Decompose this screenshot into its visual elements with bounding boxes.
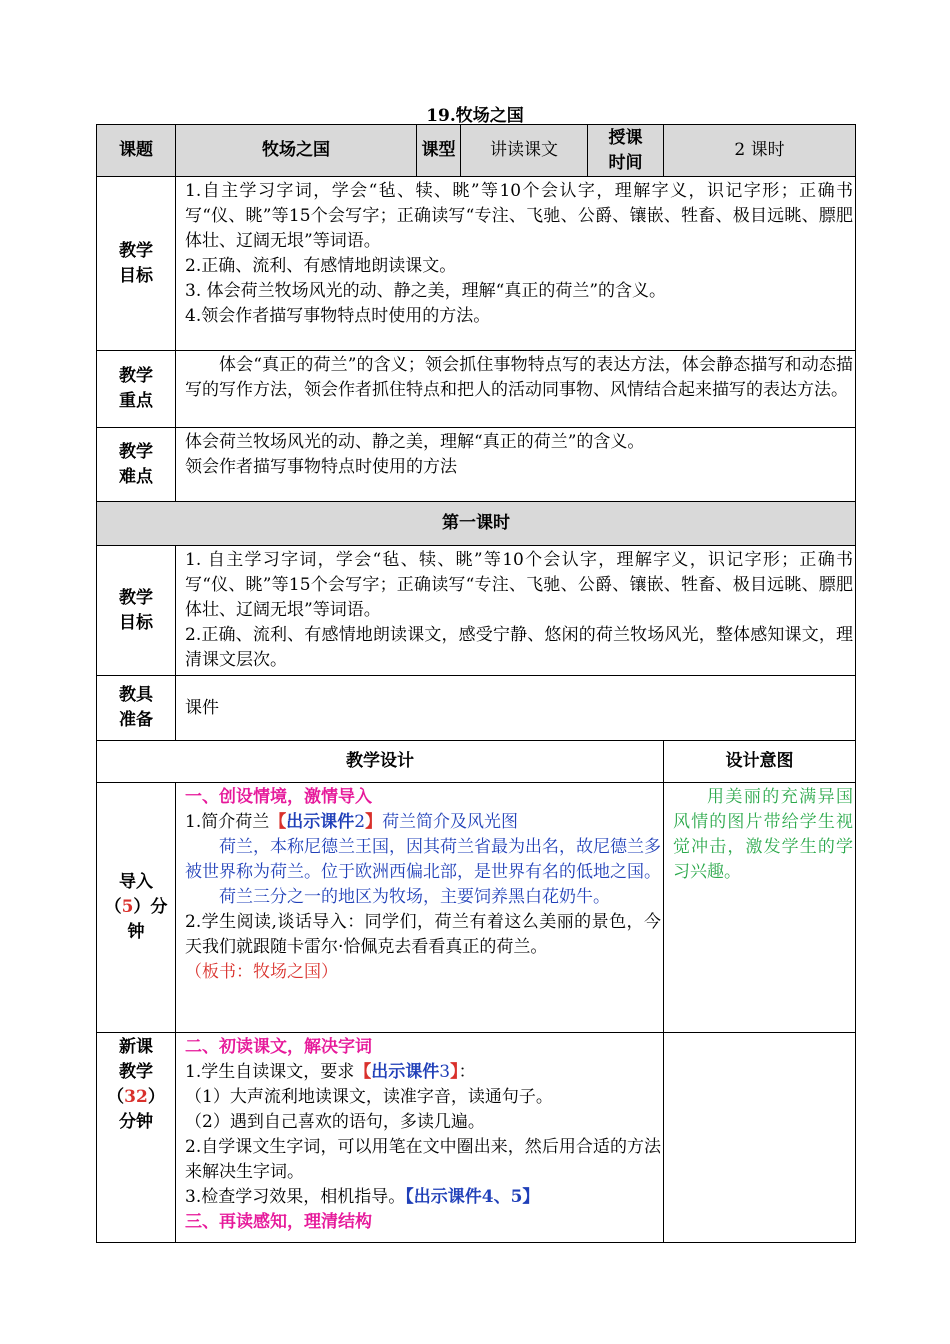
new-lesson-label-line-2: 教学	[119, 1062, 153, 1082]
intro-para-1: 荷兰，本称尼德兰王国，因其荷兰省最为出名，故尼德兰多被世界称为荷兰。位于欧洲西偏北部，是世界有名的低地之国。	[185, 837, 661, 882]
difficulty-item: 领会作者描写事物特点时使用的方法	[185, 457, 457, 477]
courseware-tag: 出示课件	[286, 812, 355, 832]
design-header-row	[97, 741, 856, 783]
tools-label-line-2: 准备	[119, 710, 153, 730]
document-title: 19.牧场之国	[426, 106, 524, 126]
new-lesson-paren-close: ）	[147, 1087, 165, 1107]
intro-label	[97, 783, 176, 1033]
courseware-number: 3	[439, 1062, 451, 1082]
key-points-row	[97, 351, 856, 428]
lesson-plan-table	[96, 124, 856, 1243]
first-lesson-title: 第一课时	[97, 502, 856, 546]
time-label-line-2: 时间	[608, 152, 643, 173]
tools-row	[97, 676, 856, 741]
goal-item: 4.领会作者描写事物特点时使用的方法。	[185, 306, 491, 326]
key-points-label-line-2: 重点	[119, 391, 153, 411]
lesson-goals-content	[176, 546, 856, 676]
new-lesson-sub-2: （2）遇到自己喜欢的语句，多读几遍。	[185, 1112, 485, 1132]
time-label-line-1: 授课	[608, 127, 643, 148]
time-label	[588, 125, 664, 177]
key-points-label	[97, 351, 176, 428]
courseware-tag-open: 【	[269, 812, 287, 832]
lesson-goals-label-line-2: 目标	[119, 612, 153, 633]
new-lesson-heading-1: 二、初读课文，解决字词	[185, 1037, 372, 1057]
new-lesson-row	[97, 1033, 856, 1243]
intro-paren: （	[104, 897, 122, 917]
lesson-goals-row	[97, 546, 856, 676]
tools-value: 课件	[176, 676, 856, 741]
key-points-text: 体会“真正的荷兰”的含义；领会抓住事物特点写的表达方法，体会静态描写和动态描写的写作方法，领会作者抓住特点和把人的活动同事物、风情结合起来描写的表达方法。	[185, 355, 854, 400]
lesson-goals-label	[97, 546, 176, 676]
intro-row	[97, 783, 856, 1033]
time-value: 2 课时	[664, 125, 856, 177]
intro-content	[176, 783, 664, 1033]
goals-row	[97, 177, 856, 351]
header-row	[97, 125, 856, 177]
intro-board: （板书：牧场之国）	[185, 962, 338, 982]
new-lesson-paren-open: （	[107, 1087, 125, 1107]
design-header: 教学设计	[97, 741, 664, 783]
goal-item: 1.自主学习字词，学会“毡、犊、眺”等10个会认字，理解字义，识记字形；正确书写“仪、眺”等15个会写字；正确读写“专注、飞驰、公爵、镶嵌、牲畜、极目远眺、膘肥体壮、辽阔无垠”等词语。	[185, 181, 854, 251]
tools-label-line-1: 教具	[119, 685, 153, 705]
goals-label	[97, 177, 176, 351]
key-points-label-line-1: 教学	[119, 366, 153, 386]
difficulties-content	[176, 428, 856, 502]
topic-value: 牧场之国	[176, 125, 417, 177]
new-lesson-label-line-1: 新课	[119, 1037, 153, 1057]
new-lesson-content	[176, 1033, 664, 1243]
lesson-goal-item: 2.正确、流利、有感情地朗读课文，感受宁静、悠闲的荷兰牧场风光，整体感知课文，理清课文层次。	[185, 625, 854, 670]
new-lesson-item-3	[185, 1185, 661, 1210]
intro-minutes-unit: ）分钟	[127, 897, 168, 942]
intro-item-1-suffix: 荷兰简介及风光图	[382, 812, 519, 832]
intro-heading: 一、创设情境，激情导入	[185, 787, 372, 807]
intro-intent-text: 用美丽的充满异国风情的图片带给学生视觉冲击，激发学生的学习兴趣。	[673, 787, 854, 882]
intro-label-line-2	[97, 895, 175, 945]
courseware-tag-close: 】	[365, 812, 383, 832]
difficulties-label-line-1: 教学	[119, 441, 153, 462]
intro-item-1-prefix: 1.简介荷兰	[185, 812, 270, 832]
difficulties-label-line-2: 难点	[119, 466, 153, 487]
topic-label: 课题	[97, 125, 176, 177]
new-lesson-label-line-3	[97, 1085, 175, 1110]
difficulties-row	[97, 428, 856, 502]
intro-label-line-1: 导入	[119, 872, 153, 892]
new-lesson-intent	[664, 1033, 856, 1243]
courseware-tag: 【出示课件	[405, 1187, 482, 1207]
difficulty-item: 体会荷兰牧场风光的动、静之美，理解“真正的荷兰”的含义。	[185, 432, 645, 452]
courseware-tag-close: 】	[522, 1187, 540, 1207]
new-lesson-item-2: 2.自学课文生字词，可以用笔在文中圈出来，然后用合适的方法来解决生字词。	[185, 1137, 661, 1182]
new-lesson-item-1-suffix: ：	[458, 1062, 476, 1082]
difficulties-label	[97, 428, 176, 502]
new-lesson-label-line-4: 分钟	[119, 1112, 153, 1132]
tools-label	[97, 676, 176, 741]
type-value: 讲读课文	[461, 125, 588, 177]
courseware-number: 2	[354, 812, 366, 832]
goals-label-line-1: 教学	[119, 240, 153, 261]
first-lesson-row	[97, 502, 856, 546]
intro-item-1	[185, 810, 661, 835]
intent-header: 设计意图	[664, 741, 856, 783]
new-lesson-minutes: 32	[124, 1087, 148, 1107]
courseware-tag-close: 】	[450, 1062, 459, 1082]
courseware-tag: 出示课件	[371, 1062, 440, 1082]
new-lesson-item-1-prefix: 1.学生自读课文，要求	[185, 1062, 355, 1082]
new-lesson-sub-1: （1）大声流利地读课文，读准字音，读通句子。	[185, 1087, 553, 1107]
intro-minutes: 5	[121, 897, 134, 917]
lesson-goal-item: 1. 自主学习字词，学会“毡、犊、眺”等10个会认字，理解字义，识记字形；正确书写“仪、眺”等15个会写字；正确读写“专注、飞驰、公爵、镶嵌、牲畜、极目远眺、膘肥体壮、辽阔无垠”等词语。	[185, 550, 854, 620]
new-lesson-item-1	[185, 1060, 661, 1085]
goal-item: 2.正确、流利、有感情地朗读课文。	[185, 256, 457, 276]
courseware-number: 4、5	[481, 1187, 523, 1207]
intro-item-2: 2.学生阅读,谈话导入：同学们，荷兰有着这么美丽的景色，今天我们就跟随卡雷尔·恰佩克去看看真正的荷兰。	[185, 912, 661, 957]
lesson-goals-label-line-1: 教学	[119, 587, 153, 608]
new-lesson-label	[97, 1033, 176, 1243]
new-lesson-heading-2: 三、再读感知，理清结构	[185, 1212, 372, 1232]
goals-label-line-2: 目标	[119, 265, 153, 286]
new-lesson-item-3-prefix: 3.检查学习效果，相机指导。	[185, 1187, 406, 1207]
goal-item: 3. 体会荷兰牧场风光的动、静之美，理解“真正的荷兰”的含义。	[185, 281, 667, 301]
key-points-content	[176, 351, 856, 428]
goals-content	[176, 177, 856, 351]
type-label: 课型	[417, 125, 461, 177]
courseware-tag-open: 【	[354, 1062, 372, 1082]
intro-para-2: 荷兰三分之一的地区为牧场，主要饲养黑白花奶牛。	[219, 887, 610, 907]
intro-intent	[664, 783, 856, 1033]
